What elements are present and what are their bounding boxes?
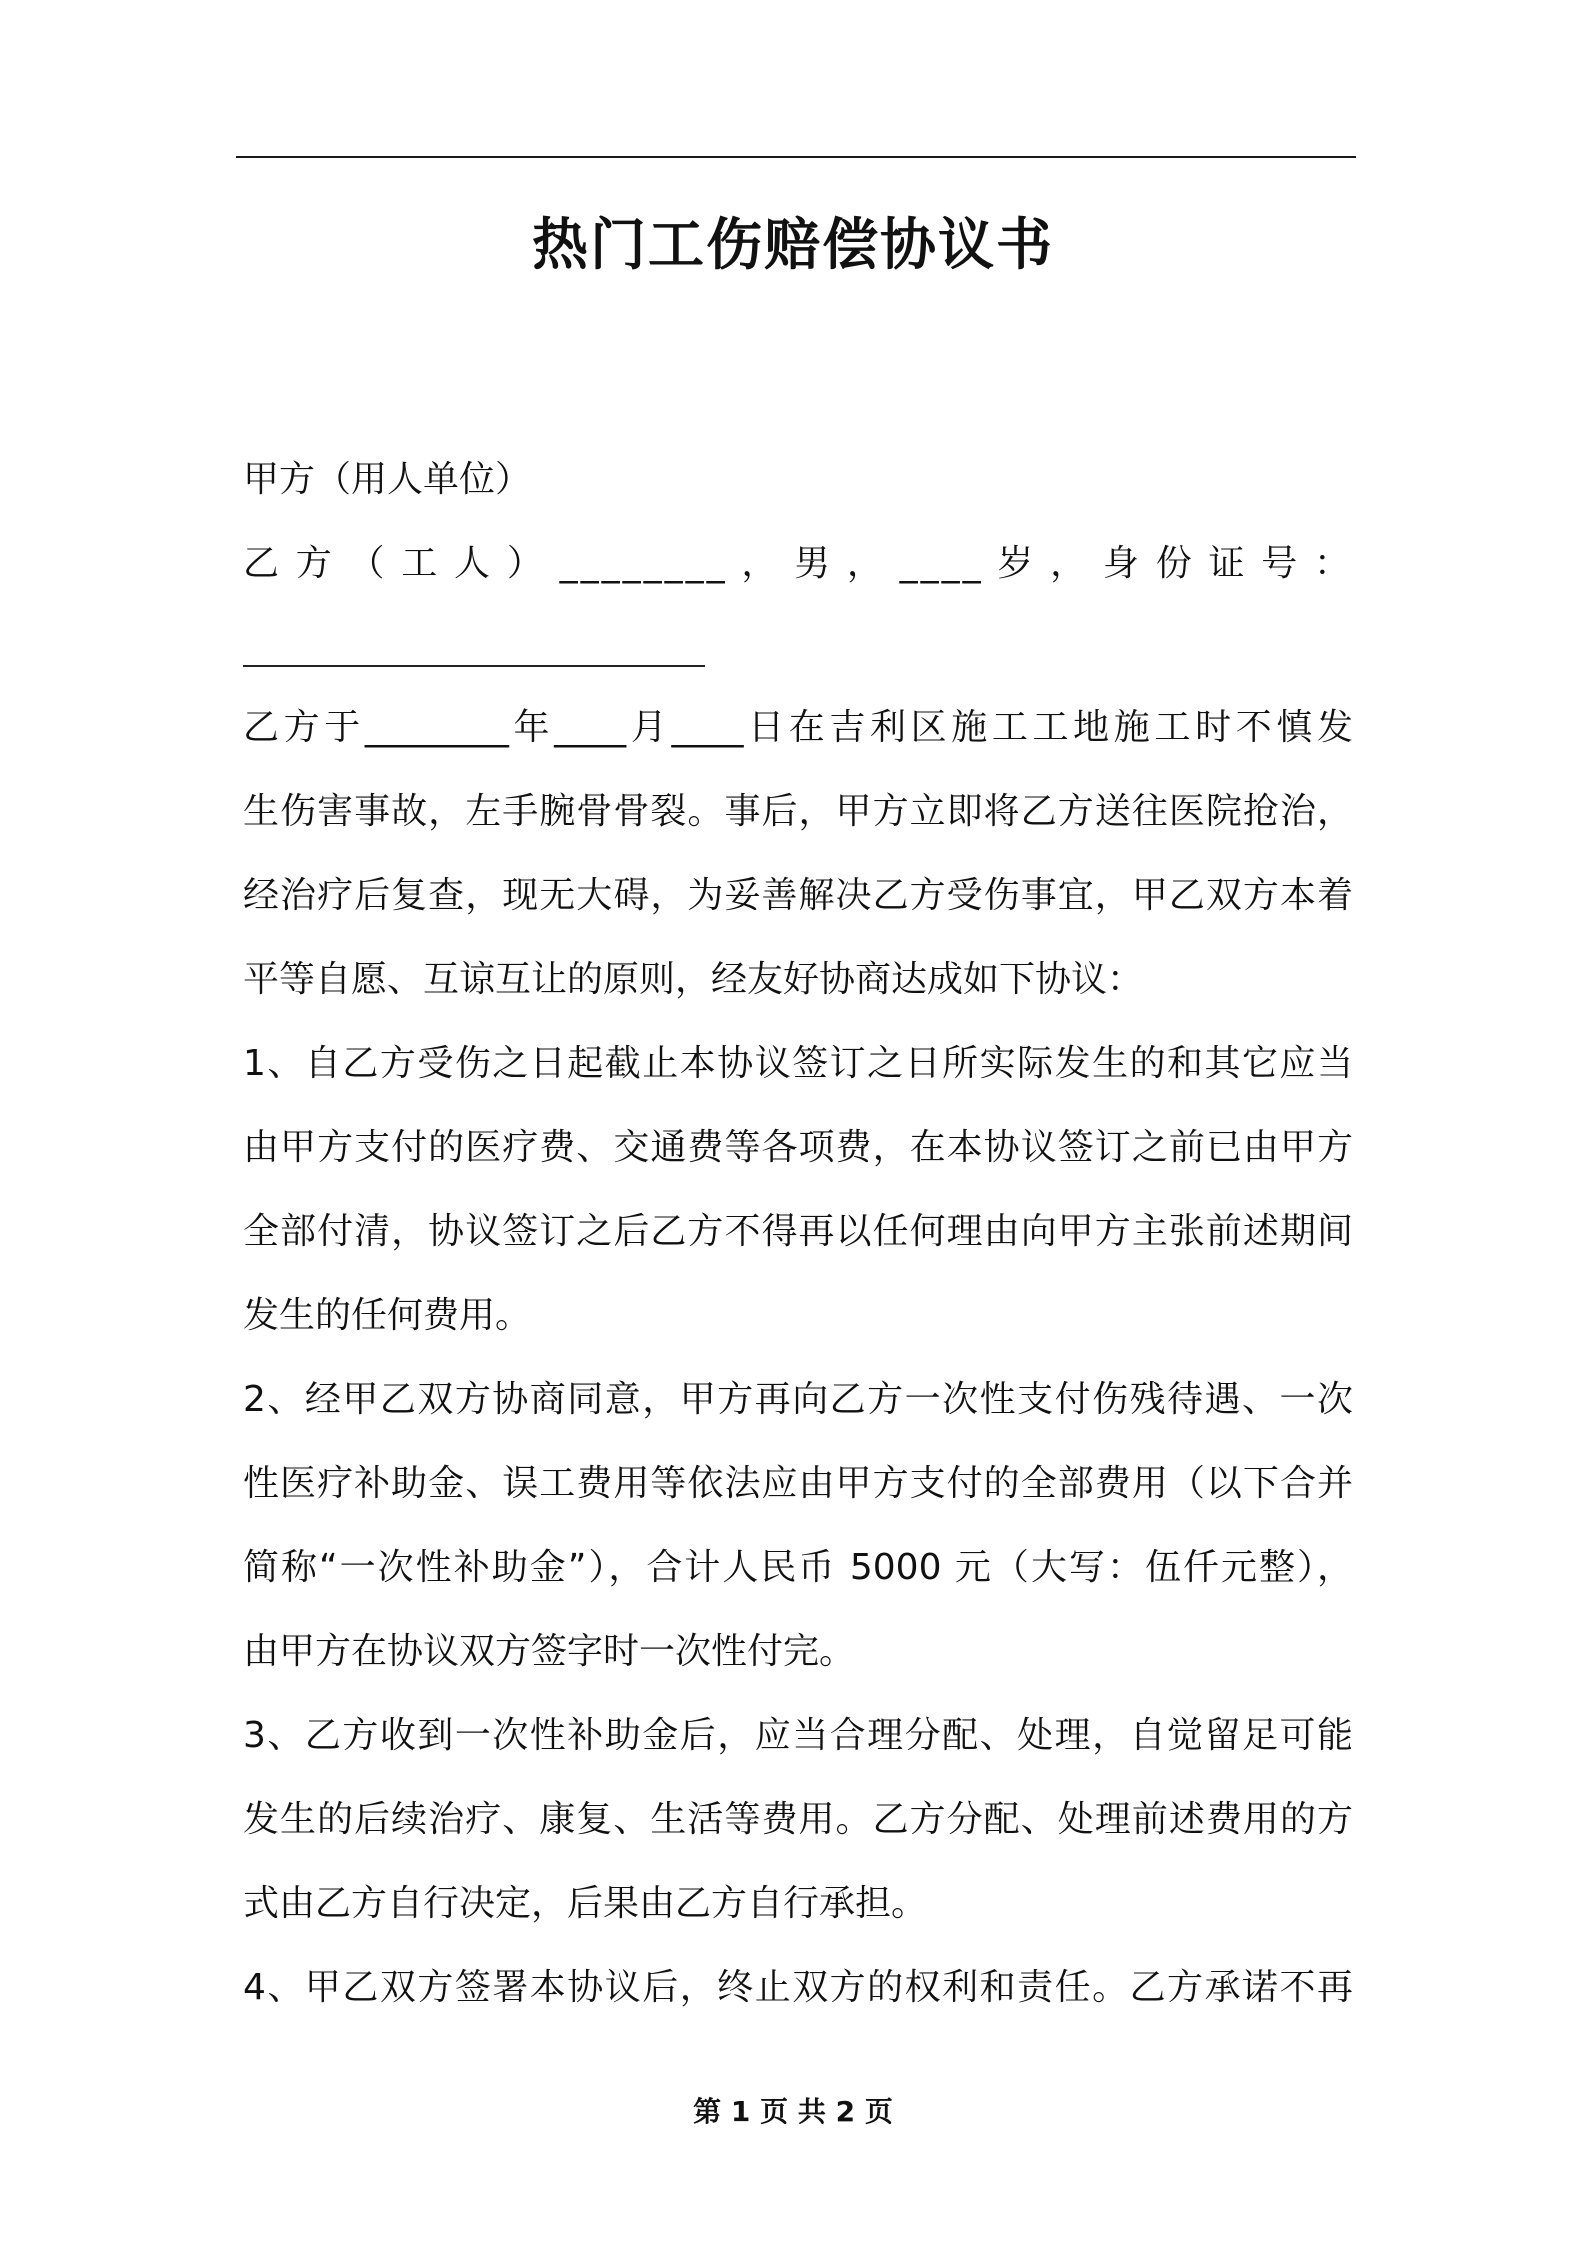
body-line: 经治疗后复查，现无大碍，为妥善解决乙方受伤事宜，甲乙双方本着 [243,875,1353,916]
document-title: 热门工伤赔偿协议书 [532,213,1054,278]
page-number: 第 1 页 共 2 页 [693,2095,893,2128]
clause-3-line: 3、乙方收到一次性补助金后，应当合理分配、处理，自觉留足可能 [243,1715,1353,1756]
party-a-line: 甲方（用人单位） [243,459,532,500]
clause-1-line: 1、自乙方受伤之日起截止本协议签订之日所实际发生的和其它应当 [243,1043,1353,1084]
body-line: 生伤害事故，左手腕骨骨裂。事后，甲方立即将乙方送往医院抢治， [243,791,1353,832]
clause-2-line: 性医疗补助金、误工费用等依法应由甲方支付的全部费用（以下合并 [243,1463,1353,1504]
id-number-blank [243,665,705,667]
body-line: 乙方于________年____月____日在吉利区施工工地施工时不慎发 [243,707,1353,748]
clause-4-line: 4、甲乙双方签署本协议后，终止双方的权利和责任。乙方承诺不再 [243,1967,1353,2008]
clause-1-line: 发生的任何费用。 [243,1295,532,1336]
clause-1-line: 由甲方支付的医疗费、交通费等各项费，在本协议签订之前已由甲方 [243,1127,1353,1168]
clause-2-line: 简称“一次性补助金”），合计人民币 5000 元（大写：伍仟元整）， [243,1547,1353,1588]
party-b-line: 乙方（工人）________，男，____岁，身份证号： [243,543,1353,584]
header-rule [236,156,1356,158]
clause-3-line: 发生的后续治疗、康复、生活等费用。乙方分配、处理前述费用的方 [243,1799,1353,1840]
clause-2-line: 2、经甲乙双方协商同意，甲方再向乙方一次性支付伤残待遇、一次 [243,1379,1353,1420]
clause-1-line: 全部付清，协议签订之后乙方不得再以任何理由向甲方主张前述期间 [243,1211,1353,1252]
clause-3-line: 式由乙方自行决定，后果由乙方自行承担。 [243,1883,928,1924]
clause-2-line: 由甲方在协议双方签字时一次性付完。 [243,1631,856,1672]
body-line: 平等自愿、互谅互让的原则，经友好协商达成如下协议： [243,959,1144,1000]
